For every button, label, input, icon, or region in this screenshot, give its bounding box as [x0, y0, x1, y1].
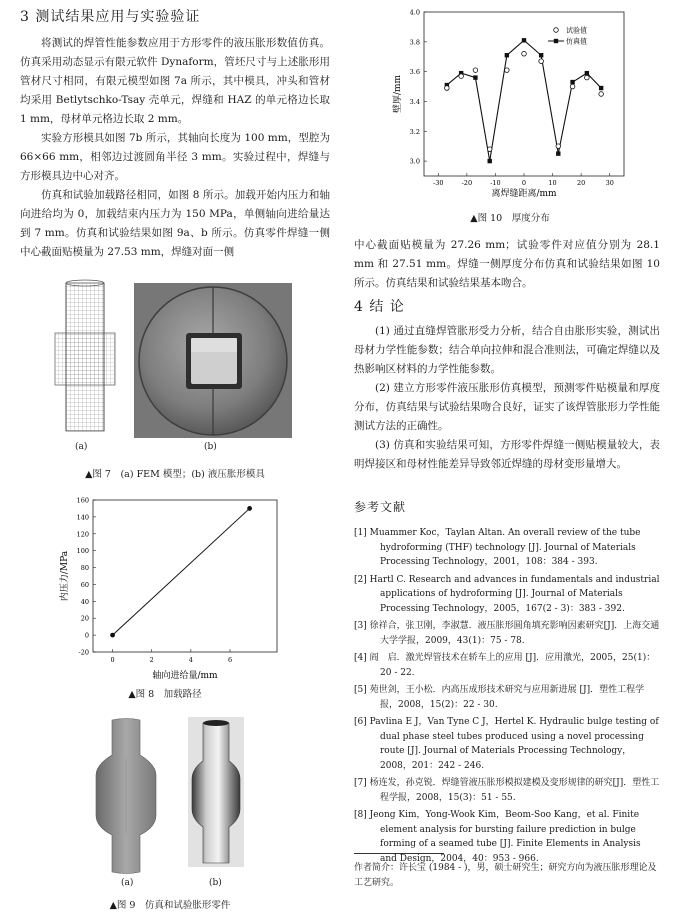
y-tick-label: 80: [80, 564, 89, 573]
x-tick-label: -10: [490, 179, 501, 187]
y-tick-label: 100: [76, 547, 89, 556]
y-tick-label: 60: [80, 580, 89, 589]
paragraph-die-setup: 实验方形模具如图 7b 所示，其轴向长度为 100 mm，型腔为 66×66 mm，相邻边过渡圆角半径 3 mm。实验过程中，焊缝与方形模具边中心对齐。: [20, 132, 330, 182]
section-4-title: 4 结 论: [354, 299, 405, 315]
reference-item: [5] 苑世剑，王小松．内高压成形技术研究与应用新进展 [J]．塑性工程学报，2008，15(2)：22 - 30.: [354, 685, 645, 710]
data-point-simulation: [585, 71, 589, 75]
y-tick-label: 0: [84, 631, 89, 640]
series-line: [113, 508, 250, 635]
reference-item: [1] Muammer Koc，Taylan Altan. An overall review of the tube hydroforming (THF) technology [J]. Journal of Materials Processing Technology，2001，108：384 - 393.: [354, 528, 641, 567]
y-tick-label: 160: [76, 496, 89, 505]
y-tick-label: -20: [78, 648, 89, 657]
data-point-experiment: [539, 59, 544, 64]
fig9-caption: ▲图 9 仿真和试验胀形零件: [109, 900, 231, 911]
series-line-simulation: [447, 40, 601, 161]
x-tick-label: 30: [605, 179, 614, 187]
paragraph-loading-path: 仿真和试验加载路径相同，如图 8 所示。加载开始内压力和轴向进给均为 0，加载结束内压力为 150 MPa，单侧轴向进给量达到 7 mm。仿真和试验结果如图 9a、b 所示。仿真零件焊缝一侧中心截面贴模量为 27.53 mm，焊缝对面一侧: [20, 189, 330, 258]
reference-item: [4] 阎 启．激光焊管技术在轿车上的应用 [J]．应用激光，2005，25(1)：20 - 22.: [354, 653, 656, 678]
y-axis-label: 内压力/MPa: [60, 550, 70, 602]
y-tick-label: 3.4: [409, 97, 420, 106]
y-tick-label: 4.0: [409, 8, 420, 17]
paragraph-fem-setup: 将测试的焊管性能参数应用于方形零件的液压胀形数值仿真。仿真采用动态显示有限元软件 Dynaform，管坯尺寸与上述胀形用管材尺寸相同，有限元模型如图 7a 所示，其中模具，冲头和管材均采用 Betlytschko-Tsay 壳单元，焊缝和 HAZ 的单元格边长取 1 mm，母材单元格边长取 2 mm。: [20, 37, 330, 125]
data-point-experiment: [459, 74, 464, 79]
data-point: [247, 506, 252, 511]
paragraph-continued: 中心截面贴模量为 27.26 mm；试验零件对应值分别为 28.1 mm 和 27.51 mm。焊缝一侧厚度分布仿真和试验结果如图 10 所示。仿真结果和试验结果基本吻合。: [354, 239, 660, 289]
data-point-simulation: [539, 53, 543, 57]
fig7-subcaption-a: (a): [75, 442, 88, 452]
fig9-subcaption-b: (b): [209, 878, 222, 888]
data-point-experiment: [473, 68, 478, 73]
y-tick-label: 40: [80, 597, 89, 606]
reference-item: [8] Jeong Kim，Yong-Wook Kim，Beom-Soo Kang，et al. Finite element analysis for bursting failure prediction in bulge forming of a seamed tube [J]. Finite Elements in Analysis and Design，2004，40：953 - 966.: [354, 810, 641, 864]
reference-item: [3] 徐祥合，张卫刚，李淑慧．液压胀形圆角填充影响因素研究[J]．上海交通大学学报，2009，43(1)：75 - 78.: [354, 621, 660, 646]
x-tick-label: 4: [188, 656, 193, 664]
footnote-divider: [354, 853, 444, 854]
references-list: [354, 526, 660, 869]
x-tick-label: 6: [227, 656, 233, 664]
fig9-subcaption-a: (a): [121, 878, 134, 888]
legend-label-experiment: 试验值: [566, 26, 587, 35]
data-point-simulation: [599, 86, 603, 90]
fig8-loading-path-chart: [55, 492, 285, 684]
plot-frame: [93, 500, 277, 652]
conclusion-1: (1) 通过直缝焊管胀形受力分析，结合自由胀形实验，测试出母材力学性能参数；结合单向拉伸和混合准则法，可确定焊缝以及热影响区材料的力学性能参数。: [354, 325, 660, 375]
x-tick-label: -20: [461, 179, 473, 187]
data-point-simulation: [505, 53, 509, 57]
x-tick-label: 0: [110, 656, 115, 664]
x-tick-label: 2: [149, 656, 154, 664]
plot-frame: [424, 12, 624, 176]
section-3-title: 3 测试结果应用与实验验证: [20, 9, 201, 25]
author-note: 作者简介：许长宝 (1984 - )，男，硕士研究生；研究方向为液压胀形理论及工艺研究。: [354, 863, 657, 888]
reference-item: [6] Pavlina E J，Van Tyne C J，Hertel K. Hydraulic bulge testing of dual phase steel tubes produced using a novel processing route [J]. Journal of Materials Processing Technology，2008，201：242 - 246.: [354, 717, 659, 771]
legend-marker-experiment: [554, 28, 559, 33]
y-axis-label: 壁厚/mm: [393, 74, 403, 114]
data-point-experiment: [599, 92, 604, 97]
data-point-experiment: [487, 147, 492, 152]
fig10-thickness-chart: [388, 4, 630, 204]
reference-item: [7] 杨连发，孙克锐．焊缝管液压胀形模拟建模及变形规律的研究[J]．塑性工程学报，2008，15(3)：51 - 55.: [354, 778, 660, 803]
fig8-caption: ▲图 8 加载路径: [128, 689, 202, 700]
fig10-caption: ▲图 10 厚度分布: [470, 213, 550, 224]
y-tick-label: 3.6: [409, 68, 420, 77]
fig9-test-part-photo: [188, 717, 244, 867]
data-point-simulation: [473, 75, 477, 79]
y-tick-label: 140: [76, 513, 89, 522]
fig7-fem-model-image: [50, 278, 120, 436]
x-tick-label: 10: [548, 179, 557, 187]
x-tick-label: 20: [577, 179, 586, 187]
y-tick-label: 120: [76, 530, 89, 539]
fig7-die-photo: [134, 283, 292, 438]
y-tick-label: 3.8: [409, 38, 420, 47]
y-tick-label: 3.2: [409, 127, 420, 136]
data-point: [110, 633, 115, 638]
x-axis-label: 轴向进给量/mm: [152, 671, 218, 681]
x-axis-label: 离焊缝距离/mm: [491, 189, 557, 199]
legend-marker-simulation: [554, 39, 558, 43]
conclusion-3: (3) 仿真和实验结果可知，方形零件焊缝一侧贴模量较大，表明焊接区和母材性能差异导致邻近焊缝的母材变形量增大。: [354, 439, 660, 470]
x-tick-label: -30: [433, 179, 444, 187]
data-point-experiment: [445, 86, 450, 91]
fig7-subcaption-b: (b): [204, 442, 217, 452]
data-point-simulation: [570, 80, 574, 84]
fig7-caption: ▲图 7 (a) FEM 模型；(b) 液压胀形模具: [85, 469, 265, 480]
data-point-experiment: [505, 68, 510, 73]
data-point-simulation: [556, 151, 560, 155]
data-point-simulation: [488, 159, 492, 163]
data-point-experiment: [522, 51, 527, 56]
legend-label-simulation: 仿真值: [566, 37, 587, 46]
references-title: 参考文献: [354, 500, 407, 514]
reference-item: [2] Hartl C. Research and advances in fundamentals and industrial applications of hydroforming [J]. Journal of Materials Processing Technology，2005，167(2 - 3)：383 - 392.: [354, 574, 660, 614]
y-tick-label: 20: [80, 614, 89, 623]
data-point-experiment: [556, 144, 561, 149]
y-tick-label: 3.0: [409, 157, 420, 166]
data-point-experiment: [585, 75, 590, 80]
data-point-simulation: [522, 38, 526, 42]
conclusion-2: (2) 建立方形零件液压胀形仿真模型，预测零件贴模量和厚度分布，仿真结果与试验结果吻合良好，证实了该焊管胀形力学性能测试方法的正确性。: [354, 382, 660, 432]
x-tick-label: 0: [521, 179, 527, 187]
data-point-experiment: [570, 84, 575, 89]
fig9-simulated-part-image: [92, 717, 160, 875]
